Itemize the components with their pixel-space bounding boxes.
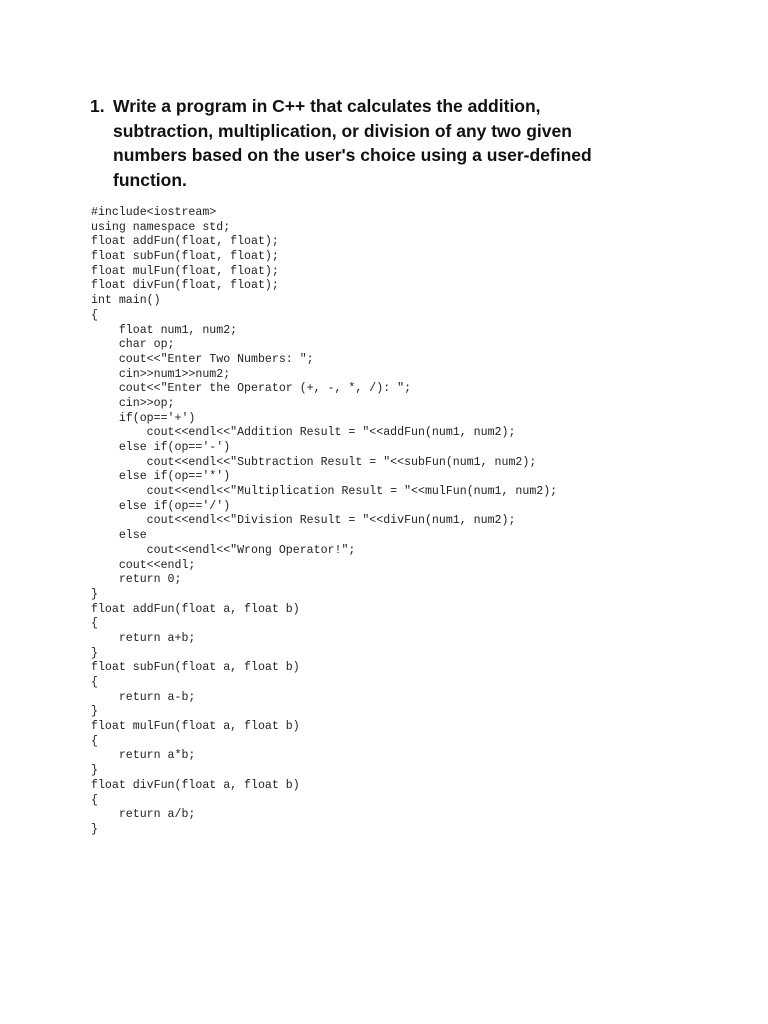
code-line: if(op=='+') — [91, 411, 196, 425]
code-line: int main() — [91, 294, 161, 308]
code-block — [91, 206, 557, 838]
code-line: cin>>op; — [91, 396, 175, 410]
code-line: return a+b; — [91, 631, 196, 645]
code-line: cout<<endl<<"Subtraction Result = "<<subFun(num1, num2); — [91, 455, 537, 469]
code-line: else if(op=='/') — [91, 499, 231, 513]
code-line: { — [91, 734, 98, 748]
code-line: else if(op=='*') — [91, 470, 231, 484]
code-line: return a-b; — [91, 690, 196, 704]
code-line: float num1, num2; — [91, 323, 238, 337]
code-line: } — [91, 646, 98, 660]
code-line: char op; — [91, 338, 175, 352]
code-line: { — [91, 676, 98, 689]
code-line: } — [91, 587, 98, 601]
code-line: cout<<"Enter the Operator (+, -, *, /): "; — [91, 382, 412, 396]
code-line: } — [91, 705, 98, 719]
code-line: return a/b; — [91, 808, 196, 822]
question-heading — [90, 94, 690, 192]
code-line: return 0; — [91, 573, 182, 587]
code-line: using namespace std; — [91, 220, 231, 234]
code-line: float subFun(float a, float b) — [91, 661, 300, 675]
code-line: float addFun(float, float); — [91, 235, 279, 249]
code-line: else — [91, 529, 147, 543]
code-line: cout<<"Enter Two Numbers: "; — [91, 352, 314, 366]
question-number: 1. — [90, 96, 105, 116]
code-line: #include<iostream> — [91, 206, 217, 219]
code-line: } — [91, 764, 98, 778]
code-line: cout<<endl<<"Division Result = "<<divFun(num1, num2); — [91, 514, 516, 528]
code-line: { — [91, 793, 98, 807]
code-line: float mulFun(float, float); — [91, 264, 279, 278]
code-line: cin>>num1>>num2; — [91, 367, 231, 381]
code-line: float mulFun(float a, float b) — [91, 720, 300, 734]
code-line: cout<<endl; — [91, 558, 196, 572]
code-line: float divFun(float, float); — [91, 279, 279, 293]
code-line: cout<<endl<<"Multiplication Result = "<<mulFun(num1, num2); — [91, 485, 558, 499]
code-line: float addFun(float a, float b) — [91, 602, 300, 616]
code-line: } — [91, 822, 98, 836]
code-line: return a*b; — [91, 749, 196, 763]
code-line: float subFun(float, float); — [91, 250, 279, 264]
code-line: else if(op=='-') — [91, 441, 231, 454]
code-line: cout<<endl<<"Wrong Operator!"; — [91, 543, 356, 557]
question-text: Write a program in C++ that calculates the addition, subtraction, multiplication, or division of any two given numbers based on the user's choice using a user-defined function. — [113, 96, 592, 190]
code-line: cout<<endl<<"Addition Result = "<<addFun(num1, num2); — [91, 426, 516, 440]
code-line: float divFun(float a, float b) — [91, 778, 300, 792]
code-line: { — [91, 617, 98, 631]
code-line: { — [91, 308, 98, 322]
